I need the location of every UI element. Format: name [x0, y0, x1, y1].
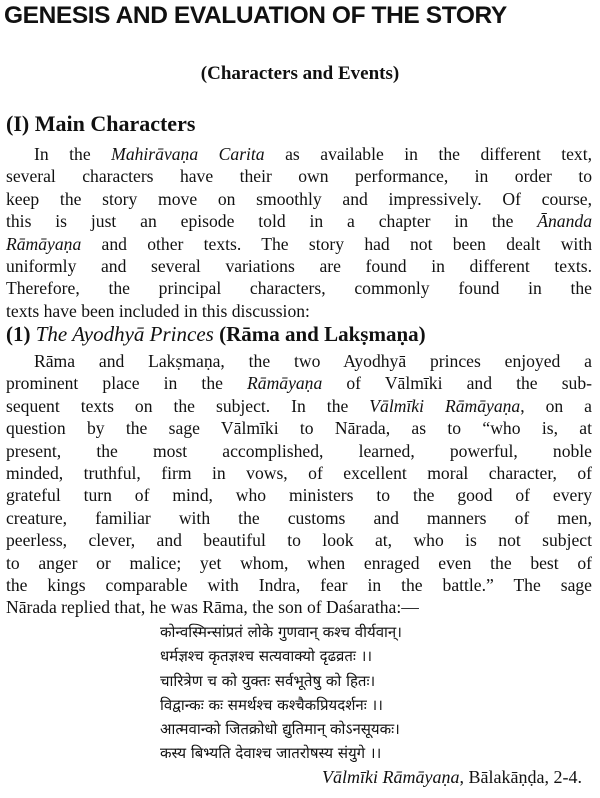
citation-source: Vālmīki Rāmāyaṇa: [322, 767, 460, 787]
para1-line: this is just an episode told in a chapter in the Ānanda: [6, 211, 592, 232]
para1-line: several characters have their own performance, in order to: [6, 166, 592, 187]
para2-line: creature, familiar with the customs and manners of men,: [6, 507, 592, 528]
para1-line: In the Mahirāvaṇa Carita as available in the different text,: [34, 144, 592, 164]
para1-line: Therefore, the principal characters, commonly found in the: [6, 278, 592, 299]
para1-line: Rāmāyaṇa and other texts. The story had not been dealt with: [6, 233, 592, 254]
verse-line: कोन्वस्मिन्सांप्रतं लोके गुणवान् कश्च वीर्यवान्।: [160, 623, 402, 641]
verse-citation: [322, 765, 582, 789]
verse-line: धर्मज्ञश्च कृतज्ञश्च सत्यवाक्यो दृढव्रतः ।।: [160, 647, 373, 666]
para2-line: grateful turn of mind, who ministers to the good of every: [6, 485, 592, 506]
para2-line: question by the sage Vālmīki to Nārada, as to “who is, at: [6, 418, 592, 439]
paragraph-main-characters: [6, 143, 592, 322]
subsection-number: (1): [6, 322, 31, 346]
para2-line: sequent texts on the subject. In the Vālmīki Rāmāyaṇa, on a: [6, 395, 592, 416]
para2-line: peerless, clever, and beautiful to look at, who is not subject: [6, 530, 592, 551]
para2-line: present, the most accomplished, learned, powerful, noble: [6, 440, 592, 461]
para2-line: prominent place in the Rāmāyaṇa of Vālmīki and the sub-: [6, 373, 593, 394]
subsection-title: The Ayodhyā Princes: [35, 322, 214, 346]
para1-line: keep the story move on smoothly and impressively. Of course,: [6, 188, 592, 209]
verse-line: चारित्रेण च को युक्तः सर्वभूतेषु को हितः।: [160, 671, 376, 690]
para2-line: Nārada replied that, he was Rāma, the son of Daśaratha:—: [6, 597, 419, 618]
paragraph-ayodhya-princes: [6, 350, 592, 619]
para2-line: Rāma and Lakṣmaṇa, the two Ayodhyā princes enjoyed a: [34, 351, 592, 371]
verse-line: आत्मवान्को जितक्रोधो द्युतिमान् कोऽनसूयकः।: [160, 720, 400, 739]
section-heading: (I) Main Characters: [6, 111, 196, 136]
verse-line: विद्वान्कः कः समर्थश्च कश्चैकप्रियदर्शनः ।।: [160, 695, 383, 714]
citation-reference: , Bālakāṇḍa, 2-4.: [459, 767, 582, 787]
para2-line: to anger or malice; yet whom, when enraged even the best of: [6, 552, 592, 573]
page-subtitle: (Characters and Events): [200, 63, 400, 84]
subsection-names: (Rāma and Lakṣmaṇa): [219, 322, 426, 346]
para2-line: minded, truthful, firm in vows, of excellent moral character, of: [6, 463, 592, 484]
para1-line: uniformly and several variations are found in different texts.: [6, 256, 592, 277]
subsection-heading: [6, 320, 426, 348]
para2-line: the kings comparable with Indra, fear in the battle.” The sage: [6, 575, 592, 596]
sanskrit-verse: [160, 620, 580, 766]
verse-line: कस्य बिभ्यति देवाश्च जातरोषस्य संयुगे ।।: [160, 744, 382, 763]
page-title: GENESIS AND EVALUATION OF THE STORY: [4, 2, 507, 29]
para1-line: texts have been included in this discussion:: [6, 300, 310, 321]
